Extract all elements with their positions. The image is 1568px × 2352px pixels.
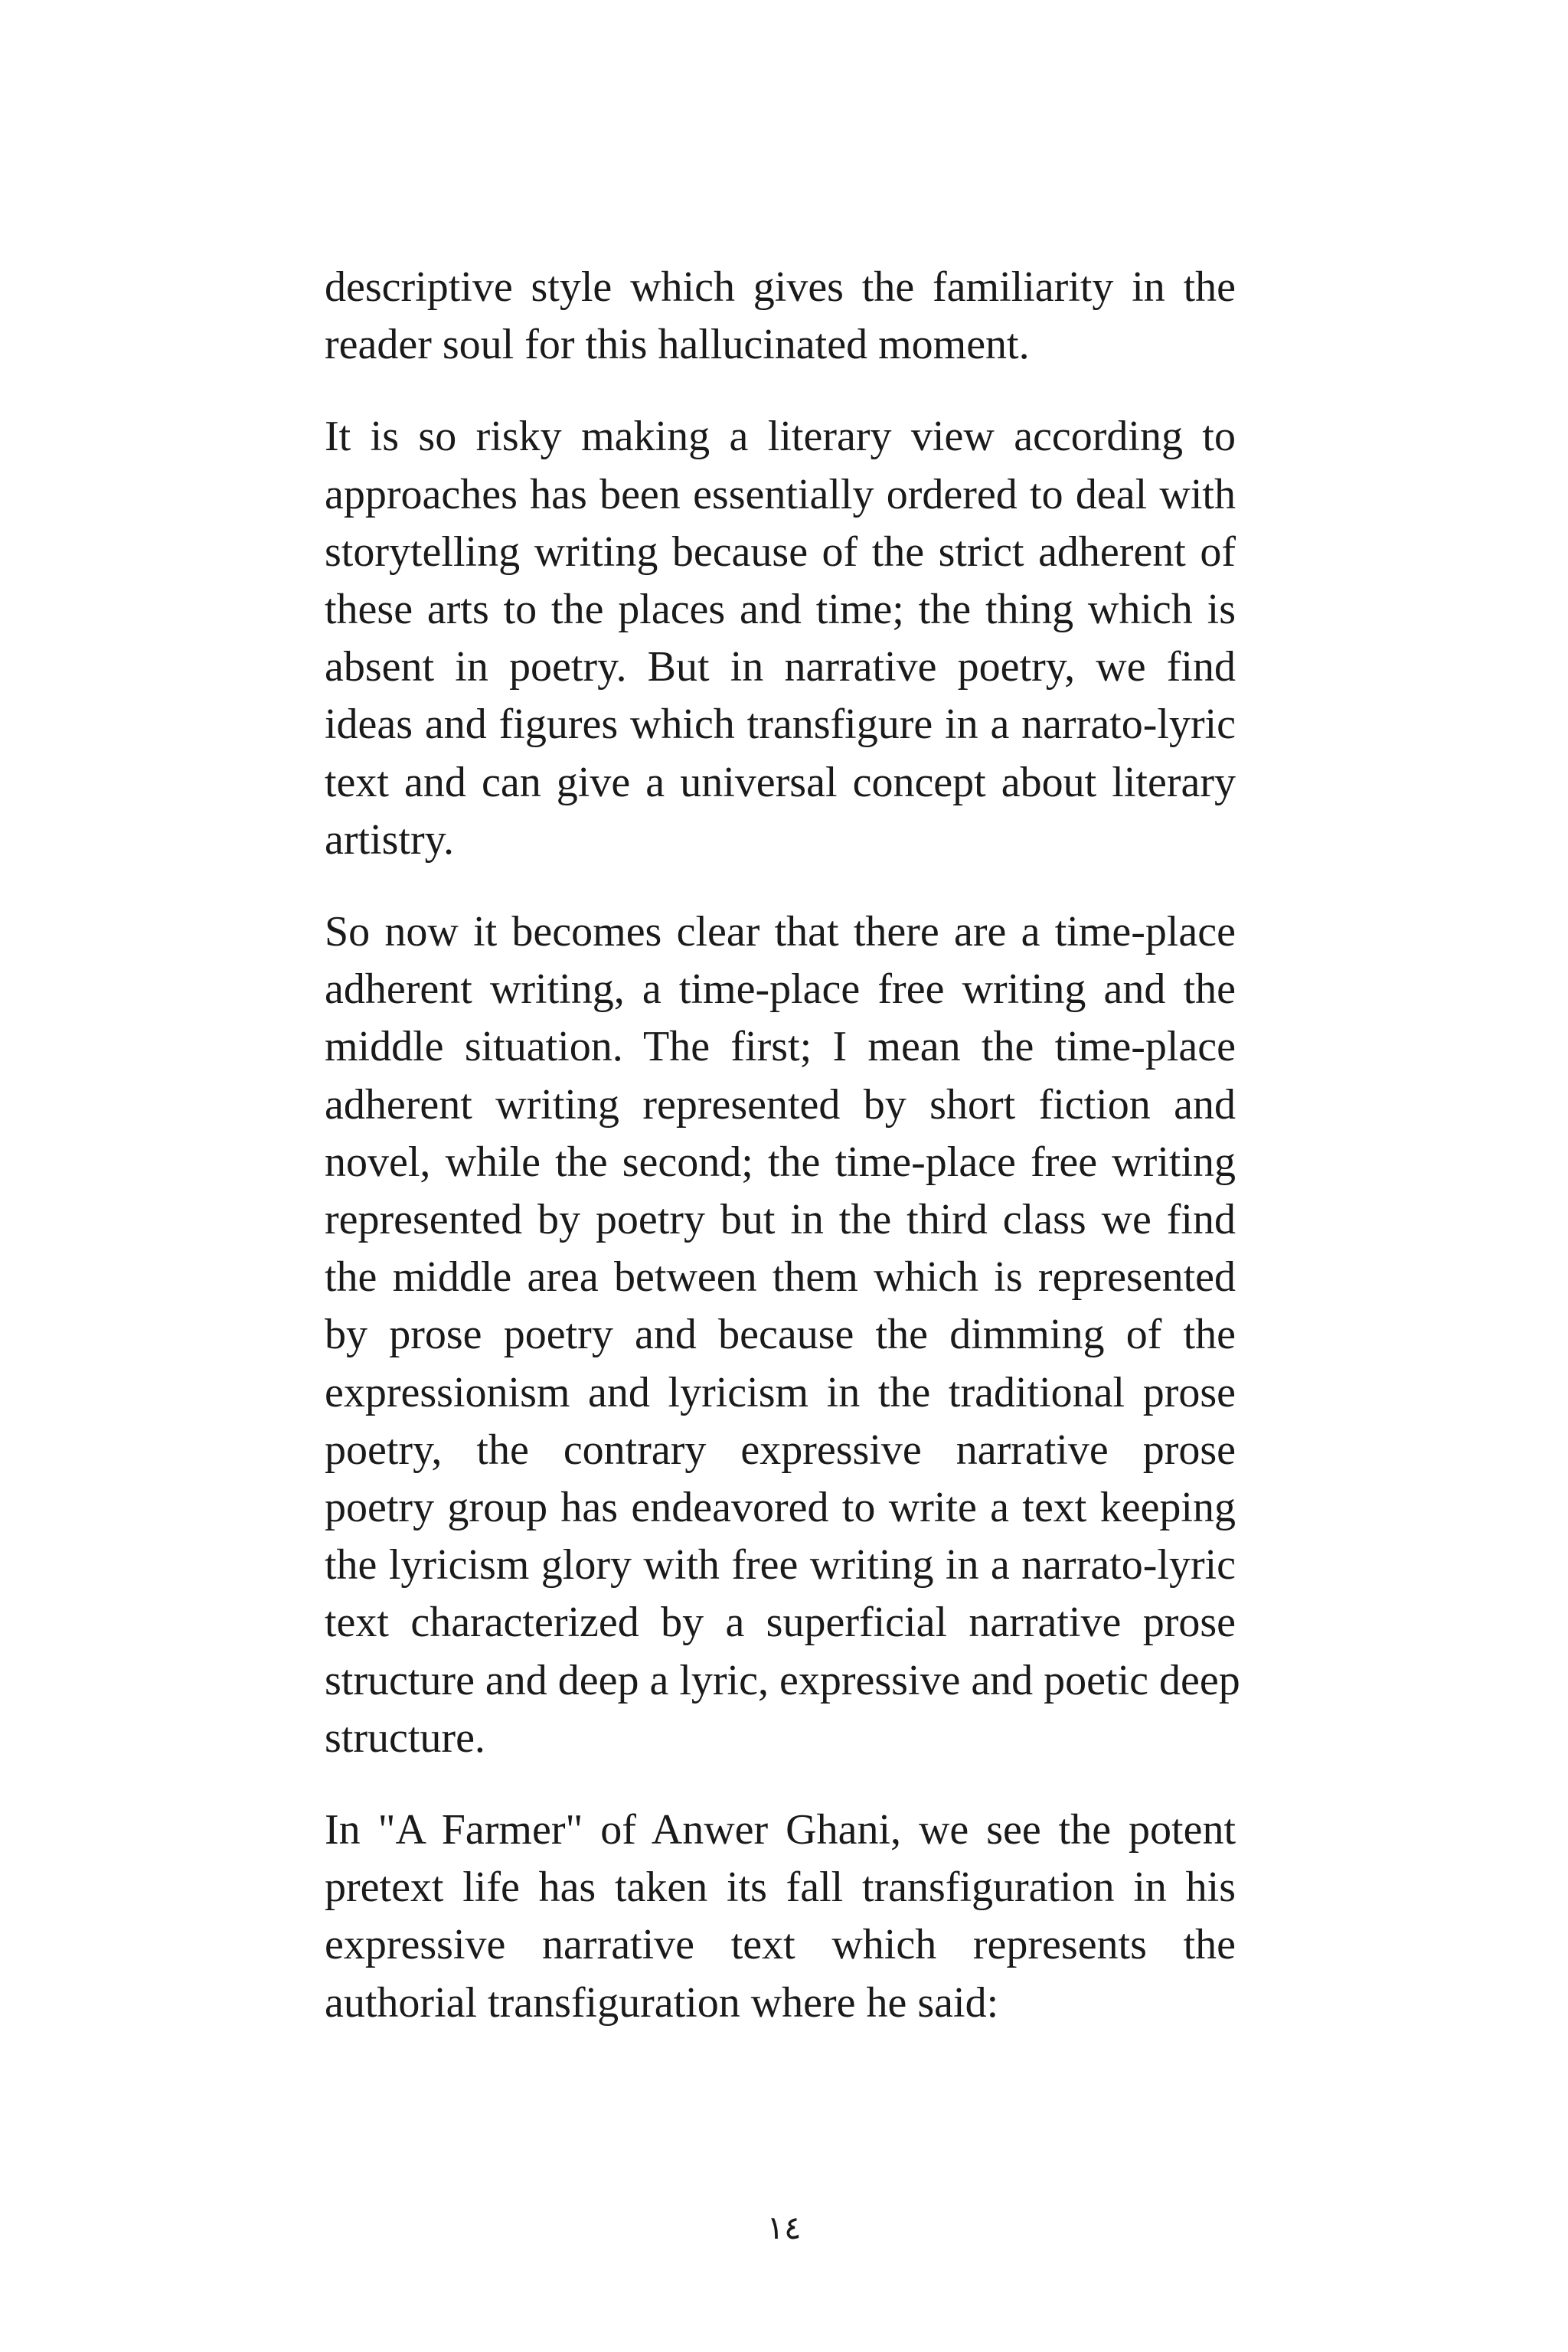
text-line: adherent writing represented by short fiction and [325,1080,1236,1129]
text-line: pretext life has taken its fall transfiguration in his [325,1864,1236,1912]
text-line: expressionism and lyricism in the traditional prose [325,1368,1236,1416]
paragraph-4 [325,1802,1236,2032]
text-line: text and can give a universal concept about literary [325,758,1236,806]
text-line: ideas and figures which transfigure in a narrato-lyric [325,701,1236,749]
text-line: poetry group has endeavored to write a text keeping [325,1484,1236,1532]
text-line: text characterized by a superficial narrative prose [325,1599,1236,1647]
text-line: by prose poetry and because the dimming of the [325,1311,1236,1359]
text-line: In "A Farmer" of Anwer Ghani, we see the potent [325,1806,1236,1854]
text-line: descriptive style which gives the familiarity in the [325,263,1236,311]
page-number: ١٤ [766,2209,802,2246]
text-line: poetry, the contrary expressive narrative prose [325,1426,1236,1474]
text-line: the lyricism glory with free writing in a narrato-lyric [325,1541,1236,1589]
text-line: structure. [325,1713,485,1762]
text-line: It is so risky making a literary view according to [325,413,1236,461]
text-line: approaches has been essentially ordered to deal with [325,470,1236,518]
paragraph-1 [325,259,1236,374]
text-line: artistry. [325,815,454,864]
text-line: So now it becomes clear that there are a time-place [325,908,1236,956]
text-line: the middle area between them which is represented [325,1253,1236,1302]
text-line: represented by poetry but in the third class we find [325,1196,1236,1244]
text-line: absent in poetry. But in narrative poetry, we find [325,643,1236,691]
text-line: adherent writing, a time-place free writing and the [325,965,1236,1014]
text-line: storytelling writing because of the strict adherent of [325,528,1236,576]
text-line: structure and deep a lyric, expressive and poetic deep [325,1656,1240,1704]
text-line: authorial transfiguration where he said: [325,1978,999,2027]
text-line: these arts to the places and time; the thing which is [325,586,1236,634]
paragraph-3 [325,903,1240,1767]
text-line: reader soul for this hallucinated moment. [325,321,1030,369]
text-line: expressive narrative text which represents the [325,1921,1236,1969]
document-body [325,259,1240,2066]
text-line: middle situation. The first; I mean the time-place [325,1023,1236,1071]
paragraph-2 [325,408,1236,869]
text-line: novel, while the second; the time-place free writing [325,1138,1236,1186]
